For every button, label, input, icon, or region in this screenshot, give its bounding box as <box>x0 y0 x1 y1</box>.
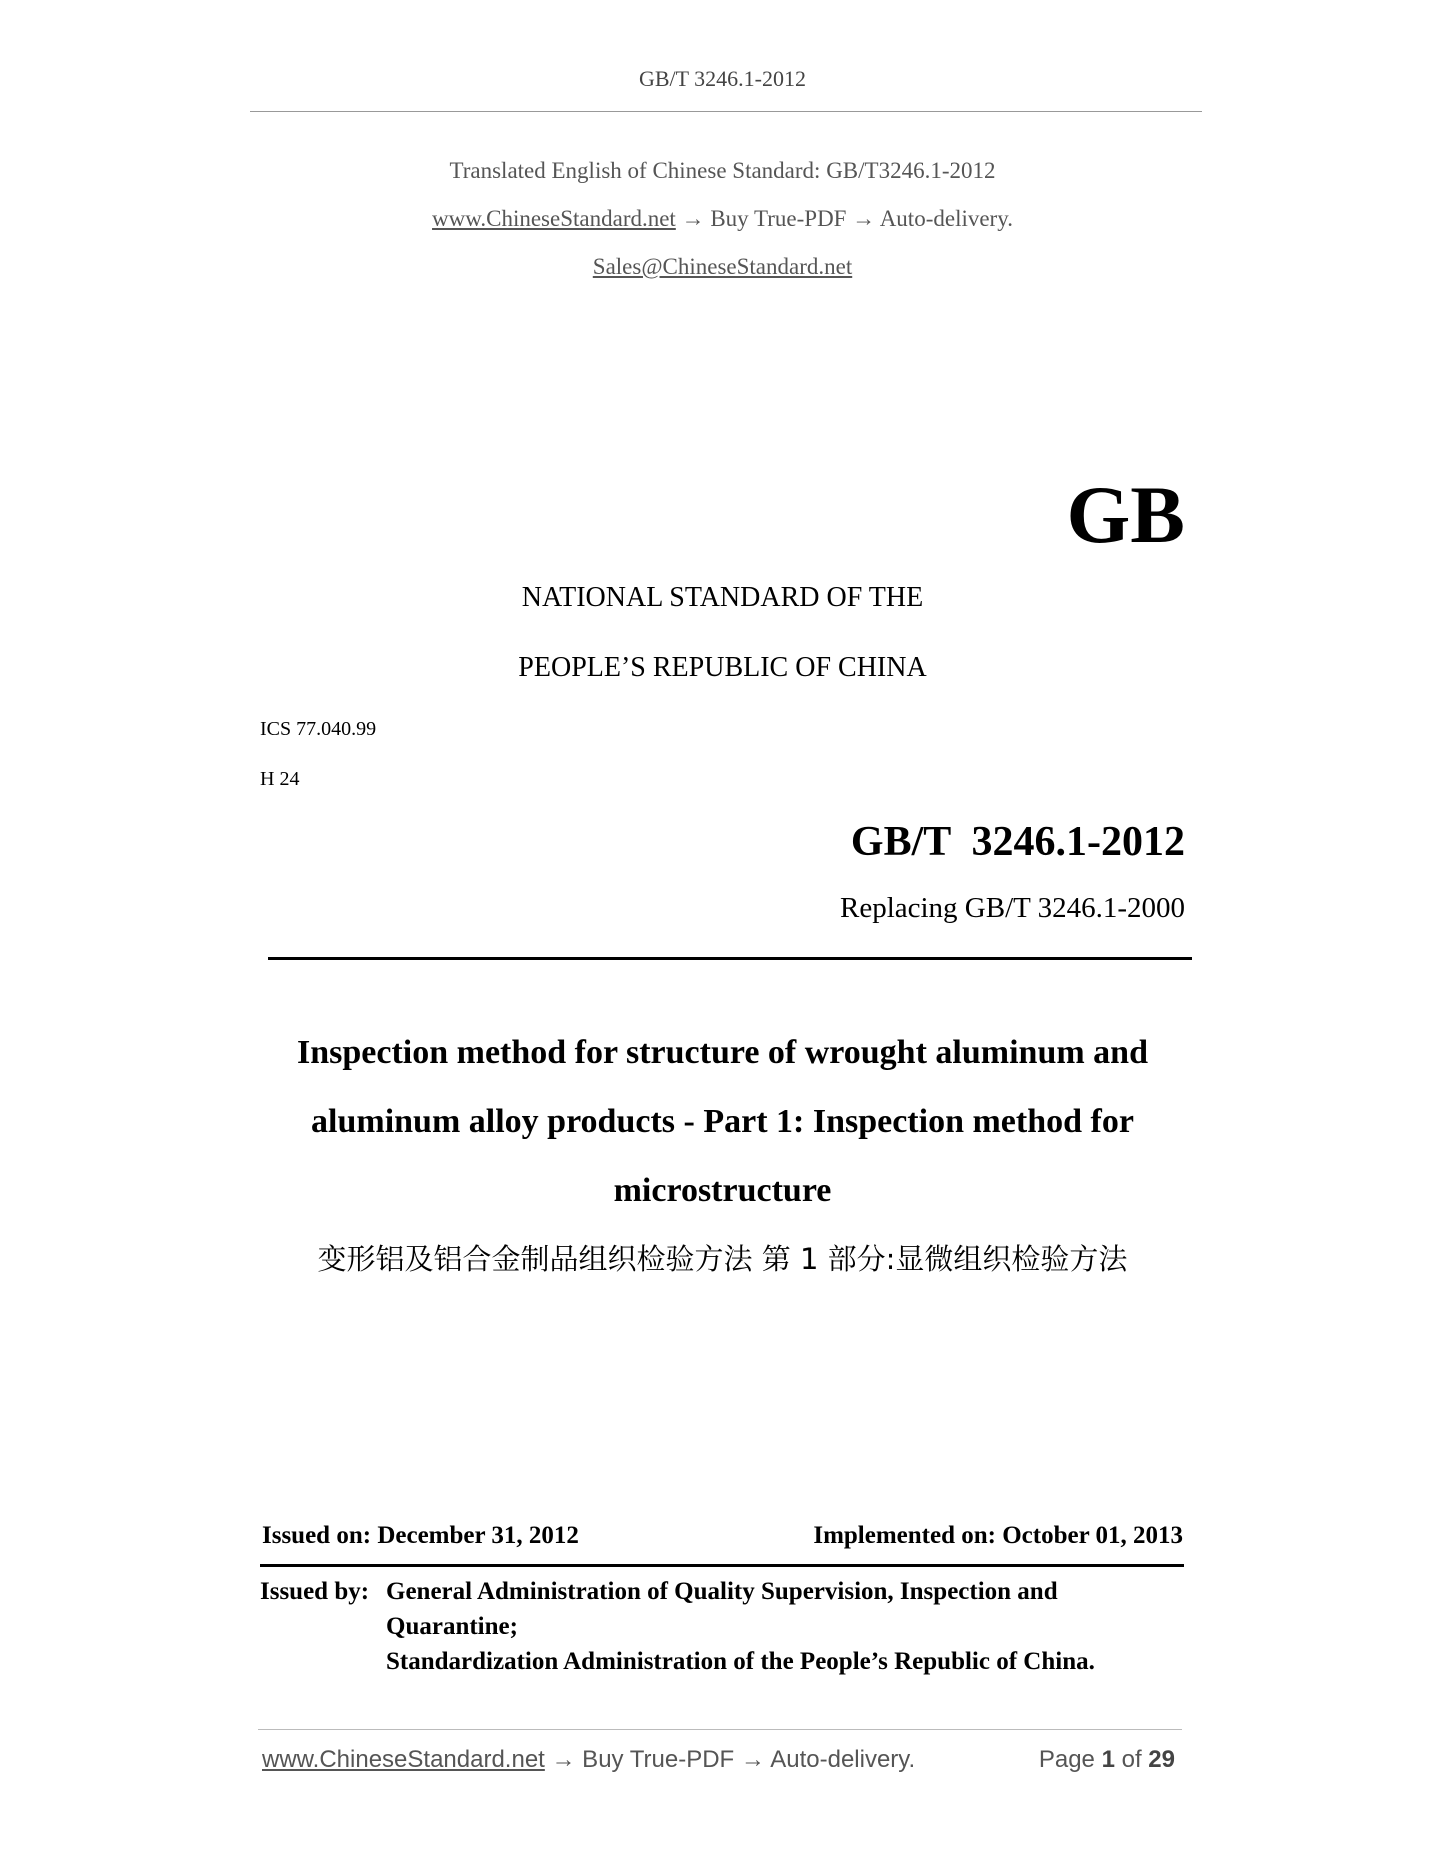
issuer-line-1: General Administration of Quality Supervision, Inspection and <box>386 1578 1058 1605</box>
running-header: GB/T 3246.1-2012 <box>638 66 807 91</box>
national-standard-line1: NATIONAL STANDARD OF THE <box>521 582 924 613</box>
issuing-organizations <box>386 1574 1095 1679</box>
issued-by-label: Issued by: <box>260 1578 370 1605</box>
header-divider <box>250 111 1202 112</box>
page-indicator <box>1039 1746 1175 1774</box>
implemented-on: Implemented on: October 01, 2013 <box>813 1522 1183 1549</box>
footer-site-link[interactable]: www.ChineseStandard.net <box>262 1746 545 1773</box>
issued-by-block <box>260 1574 1095 1675</box>
title-line-2: aluminum alloy products - Part 1: Inspection method for <box>311 1103 1134 1140</box>
ics-code: ICS 77.040.99 <box>260 718 377 740</box>
document-title <box>0 1018 1445 1225</box>
page-total: 29 <box>1148 1746 1175 1773</box>
page-label: Page <box>1038 1746 1095 1773</box>
issued-on: Issued on: December 31, 2012 <box>262 1522 579 1549</box>
title-divider <box>268 957 1192 960</box>
gb-mark: GB <box>1066 469 1185 560</box>
footer-promo <box>262 1746 915 1774</box>
chinese-title: 变形铝及铝合金制品组织检验方法 第 1 部分:显微组织检验方法 <box>317 1242 1128 1276</box>
footer-buy-text: → Buy True-PDF → Auto-delivery. <box>544 1746 916 1773</box>
national-standard-line2: PEOPLE’S REPUBLIC OF CHINA <box>518 652 927 683</box>
page-current: 1 <box>1101 1746 1115 1773</box>
issuer-line-2: Quarantine; <box>386 1613 518 1640</box>
page-of: of <box>1121 1746 1142 1773</box>
replacing-note: Replacing GB/T 3246.1-2000 <box>839 892 1185 924</box>
translation-notice: Translated English of Chinese Standard: GB/T3246.1-2012 <box>449 158 996 183</box>
site-link[interactable]: www.ChineseStandard.net <box>432 206 676 231</box>
title-line-1: Inspection method for structure of wrought aluminum and <box>296 1034 1148 1071</box>
footer-divider <box>258 1729 1182 1730</box>
issuer-line-3: Standardization Administration of the People’s Republic of China. <box>386 1648 1095 1675</box>
sales-email-link[interactable]: Sales@ChineseStandard.net <box>592 254 853 279</box>
standard-number: GB/T 3246.1-2012 <box>850 819 1185 865</box>
ccs-code: H 24 <box>260 768 300 790</box>
dates-divider <box>260 1564 1184 1567</box>
sales-line <box>0 254 1445 280</box>
title-line-3: microstructure <box>613 1172 832 1209</box>
promo-line <box>0 206 1445 232</box>
buy-text: → Buy True-PDF → Auto-delivery. <box>675 206 1013 231</box>
